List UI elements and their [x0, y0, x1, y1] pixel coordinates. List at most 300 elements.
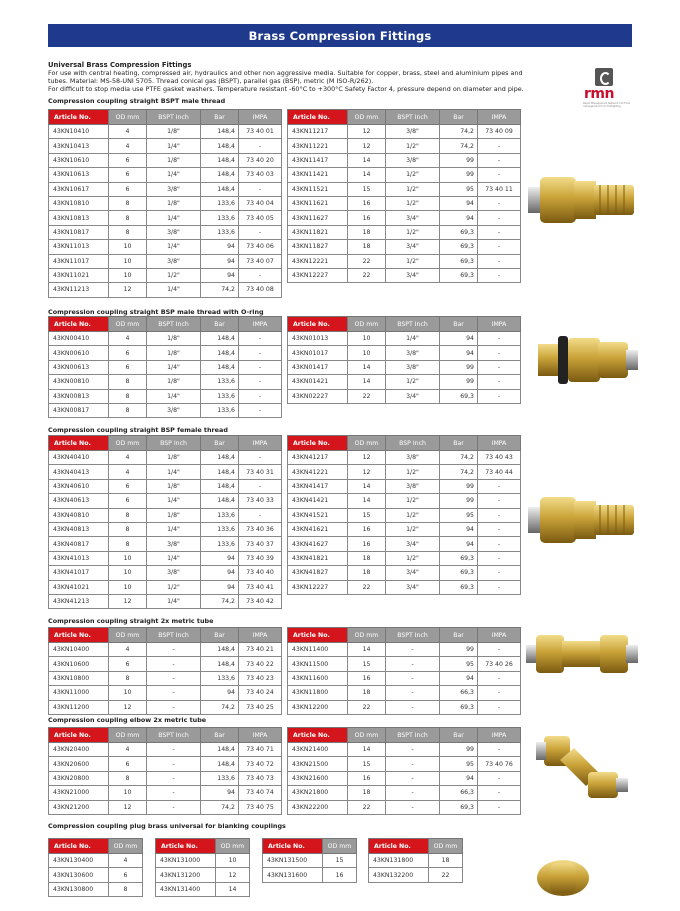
- table-cell: 15: [348, 182, 386, 196]
- intro-title: Universal Brass Compression Fittings: [48, 61, 192, 69]
- table-cell: 3/8": [386, 479, 440, 493]
- table-cell: 69,3: [440, 566, 478, 580]
- female-coupling-image: [528, 485, 638, 555]
- table-cell: -: [478, 771, 521, 785]
- table-cell: 73 40 75: [239, 800, 282, 814]
- table-header-row: [288, 110, 521, 125]
- column-header: BSPT Inch: [147, 110, 201, 125]
- table-cell: 43KN11021: [49, 268, 109, 282]
- table-cell: 43KN41621: [288, 522, 348, 536]
- table-cell: 73 40 01: [239, 125, 282, 139]
- table-cell: 43KN40817: [49, 537, 109, 551]
- table-cell: 43KN40413: [49, 465, 109, 479]
- table-cell: 1/2": [386, 508, 440, 522]
- table-cell: 10: [109, 268, 147, 282]
- column-header: OD mm: [323, 839, 357, 854]
- table-cell: 43KN11621: [288, 196, 348, 210]
- column-header: Bar: [201, 110, 239, 125]
- table-row: [49, 479, 282, 493]
- table-cell: 3/8": [386, 346, 440, 360]
- table-cell: 10: [109, 240, 147, 254]
- table-cell: 43KN00410: [49, 332, 109, 346]
- table-cell: 8: [109, 211, 147, 225]
- table-cell: 1/4": [386, 332, 440, 346]
- table-cell: -: [478, 643, 521, 657]
- table-cell: 73 40 25: [239, 700, 282, 714]
- table-cell: 94: [201, 786, 239, 800]
- table-cell: 43KN130400: [49, 854, 109, 868]
- table-cell: 73 40 73: [239, 771, 282, 785]
- table-cell: 14: [348, 360, 386, 374]
- table-cell: 94: [201, 566, 239, 580]
- table-cell: 12: [109, 700, 147, 714]
- table-cell: -: [478, 360, 521, 374]
- table-cell: 94: [201, 580, 239, 594]
- table-cell: 148,4: [201, 643, 239, 657]
- table-row: [288, 346, 521, 360]
- table-cell: 43KN41013: [49, 551, 109, 565]
- table-cell: 43KN41417: [288, 479, 348, 493]
- table-cell: 3/4": [386, 268, 440, 282]
- table-cell: 43KN01013: [288, 332, 348, 346]
- table-cell: 43KN41021: [49, 580, 109, 594]
- table-cell: 14: [348, 375, 386, 389]
- table-row: [49, 868, 143, 882]
- article-header: Article No.: [288, 436, 348, 451]
- table-cell: 148,4: [201, 743, 239, 757]
- table-cell: 3/8": [386, 360, 440, 374]
- table-row: [288, 522, 521, 536]
- table-cell: 43KN131000: [156, 854, 216, 868]
- table-header-row: [288, 317, 521, 332]
- table-cell: 43KN11000: [49, 686, 109, 700]
- table-cell: 8: [109, 537, 147, 551]
- table-row: [369, 868, 463, 882]
- table-cell: 43KN10400: [49, 643, 109, 657]
- table-cell: 18: [348, 225, 386, 239]
- table-cell: 43KN11200: [49, 700, 109, 714]
- table-cell: 3/8": [147, 566, 201, 580]
- table-cell: 43KN20400: [49, 743, 109, 757]
- table-row: [263, 868, 357, 882]
- table-cell: 74,2: [201, 700, 239, 714]
- table-cell: 43KN21400: [288, 743, 348, 757]
- table-cell: 1/8": [147, 346, 201, 360]
- table-row: [288, 757, 521, 771]
- table-cell: 95: [440, 182, 478, 196]
- table-cell: 43KN01417: [288, 360, 348, 374]
- table-cell: 1/2": [386, 465, 440, 479]
- table-cell: 133,6: [201, 196, 239, 210]
- table-cell: 133,6: [201, 389, 239, 403]
- table-cell: 10: [109, 686, 147, 700]
- table-cell: 43KN21800: [288, 786, 348, 800]
- table-cell: 43KN41217: [288, 451, 348, 465]
- table-cell: 73 40 03: [239, 168, 282, 182]
- table-cell: 43KN21600: [288, 771, 348, 785]
- table-cell: -: [478, 786, 521, 800]
- table-cell: -: [478, 346, 521, 360]
- table-cell: 14: [348, 643, 386, 657]
- table-cell: 94: [440, 671, 478, 685]
- table-cell: -: [478, 268, 521, 282]
- table-cell: -: [478, 551, 521, 565]
- table-cell: 1/2": [386, 168, 440, 182]
- table-cell: -: [147, 786, 201, 800]
- table-cell: 3/4": [386, 211, 440, 225]
- table-cell: 10: [109, 566, 147, 580]
- article-header: Article No.: [263, 839, 323, 854]
- table-cell: 43KN40613: [49, 494, 109, 508]
- table-cell: 18: [348, 786, 386, 800]
- table-cell: 1/8": [147, 479, 201, 493]
- table-cell: 73 40 24: [239, 686, 282, 700]
- table-cell: 16: [323, 868, 357, 882]
- table-row: [49, 551, 282, 565]
- table-cell: 95: [440, 508, 478, 522]
- table-cell: 43KN00610: [49, 346, 109, 360]
- column-header: OD mm: [109, 839, 143, 854]
- table-header-row: [49, 628, 282, 643]
- table-row: [49, 360, 282, 374]
- table-row: [49, 465, 282, 479]
- table-cell: 73 40 26: [478, 657, 521, 671]
- table-cell: 43KN130600: [49, 868, 109, 882]
- table-cell: 8: [109, 522, 147, 536]
- table-cell: 43KN10810: [49, 196, 109, 210]
- table-cell: 3/8": [386, 153, 440, 167]
- table-cell: 43KN41827: [288, 566, 348, 580]
- column-header: IMPA: [478, 728, 521, 743]
- table-cell: 43KN02227: [288, 389, 348, 403]
- table-row: [288, 580, 521, 594]
- table-cell: 43KN10813: [49, 211, 109, 225]
- table-cell: 8: [109, 389, 147, 403]
- logo-wordmark: rmn: [584, 86, 614, 102]
- table-header-row: [49, 110, 282, 125]
- table-header-row: [369, 839, 463, 854]
- table-cell: 73 40 43: [478, 451, 521, 465]
- table-row: [49, 580, 282, 594]
- table-cell: 14: [348, 494, 386, 508]
- table-cell: -: [478, 240, 521, 254]
- table-cell: 43KN21200: [49, 800, 109, 814]
- table-cell: 94: [440, 346, 478, 360]
- table-row: [288, 196, 521, 210]
- article-header: Article No.: [49, 839, 109, 854]
- table-row: [288, 125, 521, 139]
- table-row: [49, 882, 143, 896]
- table-row: [288, 211, 521, 225]
- column-header: IMPA: [478, 436, 521, 451]
- table-cell: 1/2": [386, 494, 440, 508]
- table-row: [288, 643, 521, 657]
- table-cell: 73 40 42: [239, 594, 282, 608]
- table-cell: -: [478, 743, 521, 757]
- table-cell: -: [239, 451, 282, 465]
- table-cell: 10: [109, 551, 147, 565]
- table-cell: 1/8": [147, 451, 201, 465]
- table-cell: 74,2: [440, 125, 478, 139]
- table-cell: 12: [348, 465, 386, 479]
- table-cell: -: [147, 771, 201, 785]
- table-cell: 12: [216, 868, 250, 882]
- table-row: [288, 743, 521, 757]
- table-cell: 94: [440, 196, 478, 210]
- table-cell: -: [147, 800, 201, 814]
- table-cell: -: [478, 494, 521, 508]
- table-cell: 99: [440, 375, 478, 389]
- table-cell: -: [386, 743, 440, 757]
- table-cell: 94: [201, 268, 239, 282]
- column-header: OD mm: [348, 436, 386, 451]
- table-row: [49, 451, 282, 465]
- table-cell: 74,2: [440, 451, 478, 465]
- table-row: [369, 854, 463, 868]
- article-header: Article No.: [49, 728, 109, 743]
- table-row: [288, 800, 521, 814]
- table-cell: 66,3: [440, 686, 478, 700]
- column-header: OD mm: [348, 110, 386, 125]
- table-cell: 73 40 33: [239, 494, 282, 508]
- table-cell: 148,4: [201, 153, 239, 167]
- intro-line: For use with central heating, compressed air, hydraulics and other non aggressive media. Suitable for copper, brass, steel and aluminium pipes and: [48, 69, 523, 77]
- table-cell: 43KN11600: [288, 671, 348, 685]
- table-cell: 8: [109, 375, 147, 389]
- table-cell: 148,4: [201, 479, 239, 493]
- table-cell: -: [239, 182, 282, 196]
- table-cell: 69,3: [440, 700, 478, 714]
- table-cell: -: [147, 643, 201, 657]
- table-row: [288, 657, 521, 671]
- table-cell: 66,3: [440, 786, 478, 800]
- section-title: Compression coupling straight BSP female thread: [48, 426, 228, 434]
- table-row: [49, 268, 282, 282]
- table-cell: 22: [348, 389, 386, 403]
- table-cell: 148,4: [201, 125, 239, 139]
- table-cell: 22: [429, 868, 463, 882]
- table-cell: 99: [440, 743, 478, 757]
- table-cell: -: [478, 800, 521, 814]
- table-row: [49, 508, 282, 522]
- table-cell: 8: [109, 771, 147, 785]
- table-row: [288, 671, 521, 685]
- table-cell: 148,4: [201, 168, 239, 182]
- table-cell: 43KN10800: [49, 671, 109, 685]
- table-cell: 69,3: [440, 800, 478, 814]
- table-row: [288, 375, 521, 389]
- table-row: [288, 168, 521, 182]
- table-row: [288, 479, 521, 493]
- table-cell: -: [147, 743, 201, 757]
- table-cell: 18: [348, 566, 386, 580]
- column-header: Bar: [440, 317, 478, 332]
- spec-table: [262, 838, 357, 883]
- table-cell: 148,4: [201, 494, 239, 508]
- article-header: Article No.: [49, 628, 109, 643]
- article-header: Article No.: [288, 110, 348, 125]
- table-cell: 43KN01017: [288, 346, 348, 360]
- table-cell: -: [386, 786, 440, 800]
- table-cell: 43KN00817: [49, 403, 109, 417]
- table-cell: -: [239, 225, 282, 239]
- table-row: [288, 786, 521, 800]
- table-cell: 43KN12227: [288, 580, 348, 594]
- straight-male-coupling-image: [528, 165, 638, 235]
- table-cell: -: [386, 686, 440, 700]
- table-cell: 43KN131500: [263, 854, 323, 868]
- table-cell: 1/2": [386, 225, 440, 239]
- column-header: IMPA: [478, 110, 521, 125]
- table-cell: 43KN00613: [49, 360, 109, 374]
- table-row: [49, 225, 282, 239]
- table-cell: 43KN131600: [263, 868, 323, 882]
- table-cell: -: [386, 643, 440, 657]
- article-header: Article No.: [156, 839, 216, 854]
- column-header: OD mm: [348, 628, 386, 643]
- logo-tagline: Rapid Management Network Ltd Fluid management from firefighting: [583, 102, 631, 108]
- table-cell: 43KN11217: [288, 125, 348, 139]
- table-cell: 14: [348, 743, 386, 757]
- table-cell: 94: [201, 254, 239, 268]
- table-cell: 43KN11821: [288, 225, 348, 239]
- table-cell: 148,4: [201, 657, 239, 671]
- table-row: [288, 225, 521, 239]
- table-cell: 69,3: [440, 580, 478, 594]
- column-header: BSP Inch: [147, 436, 201, 451]
- table-cell: 15: [348, 757, 386, 771]
- table-row: [288, 686, 521, 700]
- table-row: [288, 551, 521, 565]
- table-cell: 43KN10410: [49, 125, 109, 139]
- table-cell: 43KN40813: [49, 522, 109, 536]
- table-cell: 8: [109, 196, 147, 210]
- table-cell: 1/4": [147, 594, 201, 608]
- table-cell: 43KN12221: [288, 254, 348, 268]
- section-title: Compression coupling plug brass universal for blanking couplings: [48, 822, 286, 830]
- table-cell: 73 40 72: [239, 757, 282, 771]
- table-cell: 43KN00813: [49, 389, 109, 403]
- table-cell: 73 40 40: [239, 566, 282, 580]
- table-cell: 43KN41221: [288, 465, 348, 479]
- table-row: [49, 657, 282, 671]
- table-cell: 69,3: [440, 268, 478, 282]
- table-cell: 6: [109, 494, 147, 508]
- table-cell: 1/8": [147, 332, 201, 346]
- table-cell: 1/2": [386, 522, 440, 536]
- table-cell: -: [478, 196, 521, 210]
- table-cell: 73 40 36: [239, 522, 282, 536]
- table-row: [49, 125, 282, 139]
- table-cell: 4: [109, 125, 147, 139]
- table-cell: -: [386, 771, 440, 785]
- table-row: [156, 882, 250, 896]
- table-cell: 133,6: [201, 508, 239, 522]
- table-cell: 12: [348, 451, 386, 465]
- table-cell: 43KN132200: [369, 868, 429, 882]
- intro-text: [48, 61, 588, 93]
- article-header: Article No.: [288, 628, 348, 643]
- article-header: Article No.: [49, 436, 109, 451]
- table-row: [49, 700, 282, 714]
- table-header-row: [288, 728, 521, 743]
- table-row: [49, 182, 282, 196]
- table-cell: 1/4": [147, 211, 201, 225]
- table-cell: 18: [429, 854, 463, 868]
- table-cell: 43KN11221: [288, 139, 348, 153]
- table-cell: -: [147, 686, 201, 700]
- table-cell: 133,6: [201, 225, 239, 239]
- table-cell: -: [386, 757, 440, 771]
- table-cell: 3/8": [147, 254, 201, 268]
- table-row: [288, 153, 521, 167]
- table-cell: 1/4": [147, 139, 201, 153]
- spec-table: [368, 838, 463, 883]
- table-row: [49, 375, 282, 389]
- table-cell: 69,3: [440, 389, 478, 403]
- table-cell: 12: [109, 594, 147, 608]
- column-header: Bar: [201, 728, 239, 743]
- table-row: [49, 211, 282, 225]
- table-cell: 73 40 08: [239, 283, 282, 297]
- table-cell: 73 40 04: [239, 196, 282, 210]
- table-cell: 43KN131800: [369, 854, 429, 868]
- table-row: [156, 868, 250, 882]
- table-cell: 94: [201, 686, 239, 700]
- table-cell: 148,4: [201, 182, 239, 196]
- table-cell: 3/4": [386, 580, 440, 594]
- table-cell: 43KN41821: [288, 551, 348, 565]
- table-cell: 10: [216, 854, 250, 868]
- table-cell: 3/4": [386, 537, 440, 551]
- table-cell: 1/4": [147, 360, 201, 374]
- table-cell: 4: [109, 854, 143, 868]
- table-cell: 16: [348, 522, 386, 536]
- table-cell: 43KN131200: [156, 868, 216, 882]
- table-cell: -: [147, 671, 201, 685]
- table-cell: 43KN11627: [288, 211, 348, 225]
- table-cell: 22: [348, 580, 386, 594]
- table-row: [49, 671, 282, 685]
- table-cell: 69,3: [440, 551, 478, 565]
- table-cell: -: [478, 566, 521, 580]
- article-header: Article No.: [288, 728, 348, 743]
- table-cell: -: [478, 153, 521, 167]
- column-header: IMPA: [239, 728, 282, 743]
- table-cell: 1/8": [147, 508, 201, 522]
- table-row: [288, 182, 521, 196]
- table-row: [288, 566, 521, 580]
- table-cell: 10: [109, 580, 147, 594]
- table-cell: -: [147, 657, 201, 671]
- table-cell: -: [478, 700, 521, 714]
- table-cell: 6: [109, 346, 147, 360]
- spec-table: [48, 727, 282, 815]
- table-cell: 133,6: [201, 537, 239, 551]
- table-row: [49, 757, 282, 771]
- article-header: Article No.: [49, 110, 109, 125]
- table-cell: 73 40 05: [239, 211, 282, 225]
- table-cell: 1/4": [147, 240, 201, 254]
- table-cell: 14: [348, 479, 386, 493]
- table-cell: 73 40 20: [239, 153, 282, 167]
- table-cell: 43KN40810: [49, 508, 109, 522]
- table-cell: 1/8": [147, 153, 201, 167]
- table-cell: 43KN41017: [49, 566, 109, 580]
- column-header: OD mm: [429, 839, 463, 854]
- table-cell: -: [386, 700, 440, 714]
- table-cell: 1/2": [386, 254, 440, 268]
